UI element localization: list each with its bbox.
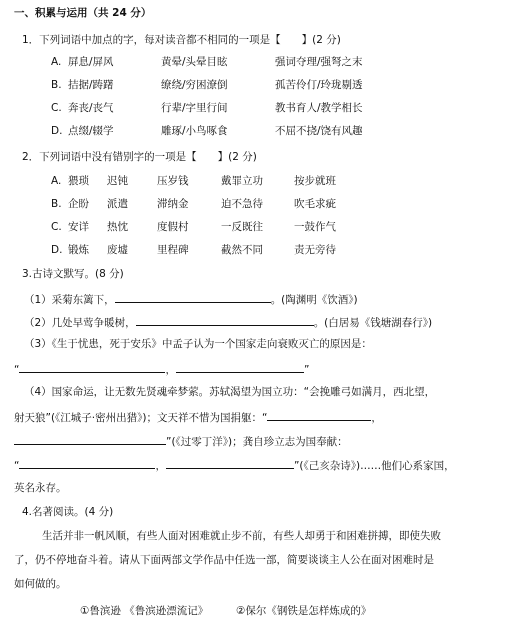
q3-item-4-line-4 <box>14 457 455 473</box>
close-quote: ” <box>303 364 310 376</box>
q2-option-d-word: 责无旁待 <box>294 244 336 256</box>
q3-item-4-line-3 <box>14 433 348 449</box>
q1-option-a-label: A. <box>51 56 62 68</box>
q2-option-b-word: 滞纳金 <box>157 198 189 210</box>
answer-blank[interactable] <box>19 361 165 373</box>
q2-option-b-word: 派遣 <box>107 198 128 210</box>
q1-option-d-item: 不屈不挠/饶有风趣 <box>275 125 363 137</box>
q3-item-4-text: ”(《过零丁洋》)；龚自珍立志为国奉献： <box>166 436 348 448</box>
answer-blank[interactable] <box>19 457 155 469</box>
comma: ， <box>155 460 166 472</box>
q1-option-a-item: 黄晕/头晕目眩 <box>161 56 228 68</box>
q3-item-2 <box>24 314 432 330</box>
q3-item-1-source: 。(陶渊明《饮酒》) <box>270 294 358 306</box>
q1-option-b-item: 缭绕/穷困潦倒 <box>161 79 228 91</box>
q1-option-d-label: D. <box>51 125 63 137</box>
q2-option-b-word: 吹毛求疵 <box>294 198 336 210</box>
q3-item-2-source: 。(白居易《钱塘湖春行》) <box>313 317 433 329</box>
q3-item-4-line-2 <box>14 409 382 425</box>
q1-option-b-label: B. <box>51 79 62 91</box>
q2-option-c-word: 安详 <box>68 221 89 233</box>
open-quote: “ <box>14 364 20 376</box>
q3-item-4-text: ”(《己亥杂诗》)……他们心系家国， <box>293 460 455 472</box>
question-1-stem: 1．下列词语中加点的字，每对读音都不相同的一项是【 】(2 分) <box>22 34 341 46</box>
q2-option-b-label: B. <box>51 198 62 210</box>
answer-blank[interactable] <box>267 409 371 421</box>
question-4-stem: 4.名著阅读。(4 分) <box>22 506 114 518</box>
q2-option-c-word: 一反既往 <box>221 221 263 233</box>
q1-option-a-item: 强词夺理/强弩之末 <box>275 56 363 68</box>
q3-item-1 <box>24 291 358 307</box>
q4-option-1: ①鲁滨逊 《鲁滨逊漂流记》 <box>80 605 209 617</box>
q2-option-c-word: 热忱 <box>107 221 128 233</box>
answer-blank[interactable] <box>136 314 314 326</box>
q3-item-1-text: （1）采菊东篱下， <box>24 294 115 306</box>
q3-item-3-answer <box>14 361 309 377</box>
answer-blank[interactable] <box>115 291 271 303</box>
question-3-stem: 3.古诗文默写。(8 分) <box>22 268 124 280</box>
q2-option-c-word: 度假村 <box>157 221 189 233</box>
q1-option-c-item: 教书育人/教学相长 <box>275 102 363 114</box>
question-2-stem: 2．下列词语中没有错别字的一项是【 】(2 分) <box>22 151 257 163</box>
q2-option-a-word: 戴罪立功 <box>221 175 263 187</box>
comma: ， <box>165 364 176 376</box>
q3-item-4-line-5: 英名永存。 <box>14 482 67 494</box>
q2-option-d-word: 锻炼 <box>68 244 89 256</box>
comma: ， <box>371 412 382 424</box>
q3-item-2-text: （2）几处早莺争暖树， <box>24 317 136 329</box>
q1-option-b-item: 拮据/踌躇 <box>68 79 114 91</box>
q4-paragraph-line: 如何做的。 <box>14 578 67 590</box>
q2-option-a-word: 压岁钱 <box>157 175 189 187</box>
answer-blank[interactable] <box>166 457 294 469</box>
q2-option-d-word: 里程碑 <box>157 244 189 256</box>
q2-option-b-word: 迫不急待 <box>221 198 263 210</box>
q4-paragraph-line: 了，仍不停地奋斗着。请从下面两部文学作品中任选一部，简要谈谈主人公在面对困难时是 <box>14 554 434 566</box>
q1-option-c-item: 行辈/字里行间 <box>161 102 228 114</box>
q1-option-c-label: C. <box>51 102 62 114</box>
q2-option-d-word: 废墟 <box>107 244 128 256</box>
q3-item-3: （3）《生于忧患，死于安乐》中孟子认为一个国家走向衰败灭亡的原因是： <box>24 338 372 350</box>
answer-blank[interactable] <box>14 433 166 445</box>
answer-blank[interactable] <box>176 361 304 373</box>
q2-option-c-label: C. <box>51 221 62 233</box>
q4-option-2: ②保尔《钢铁是怎样炼成的》 <box>236 605 372 617</box>
open-quote: “ <box>14 460 20 472</box>
q2-option-a-label: A. <box>51 175 62 187</box>
q4-paragraph-line: 生活并非一帆风顺，有些人面对困难就止步不前，有些人却勇于和困难拼搏，即使失败 <box>42 530 441 542</box>
q2-option-d-label: D. <box>51 244 63 256</box>
q1-option-a-item: 屏息/屏风 <box>68 56 114 68</box>
q1-option-d-item: 雕琢/小鸟啄食 <box>161 125 228 137</box>
q3-item-4: （4）国家命运，让无数先贤魂牵梦萦。苏轼渴望为国立功：“会挽雕弓如满月，西北望， <box>24 386 436 398</box>
q1-option-c-item: 奔丧/丧气 <box>68 102 114 114</box>
section-title: 一、积累与运用（共 24 分） <box>14 7 152 19</box>
q1-option-d-item: 点缀/辍学 <box>68 125 114 137</box>
q2-option-a-word: 按步就班 <box>294 175 336 187</box>
q2-option-c-word: 一鼓作气 <box>294 221 336 233</box>
q1-option-b-item: 孤苦伶仃/玲珑剔透 <box>275 79 363 91</box>
q2-option-a-word: 迟钝 <box>107 175 128 187</box>
q3-item-4-text: 射天狼”(《江城子·密州出猎》)；文天祥不惜为国捐躯：“ <box>14 412 268 424</box>
q2-option-d-word: 截然不同 <box>221 244 263 256</box>
q2-option-a-word: 猥琐 <box>68 175 89 187</box>
q2-option-b-word: 企盼 <box>68 198 89 210</box>
